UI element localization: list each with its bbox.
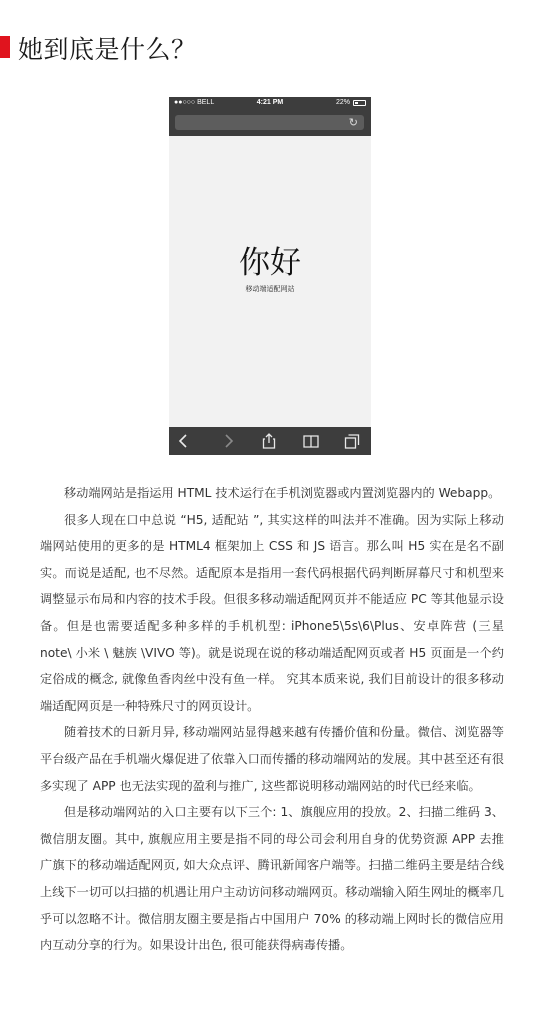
title-accent-bar xyxy=(0,36,10,58)
browser-address-bar xyxy=(169,110,371,136)
browser-toolbar xyxy=(169,427,371,455)
reload-icon[interactable]: ↻ xyxy=(348,116,358,129)
page-title: 她到底是什么？ xyxy=(18,35,197,64)
bookmarks-icon[interactable] xyxy=(302,432,320,450)
article-paragraph: 随着技术的日新月异, 移动端网站显得越来越有传播价值和份量。微信、浏览器等平台级产品在手机端火爆促进了依靠入口而传播的移动端网站的发展。其中甚至还有很多实现了 APP 也无法实现的盈利与推广, 这些都说明移动端网站的时代已经来临。 xyxy=(40,725,504,793)
forward-icon[interactable] xyxy=(219,432,237,450)
screen-heading: 你好 xyxy=(239,245,301,281)
article-paragraph: 移动端网站是指运用 HTML 技术运行在手机浏览器或内置浏览器内的 Webapp。 xyxy=(64,486,501,500)
screen-subtitle: 移动端适配网站 xyxy=(245,285,295,293)
tabs-icon[interactable] xyxy=(343,432,361,450)
webpage-viewport xyxy=(169,136,371,427)
article-paragraph: 但是移动端网站的入口主要有以下三个: 1、旗舰应用的投放。2、扫描二维码 3、微信朋友圈。其中, 旗舰应用主要是指不同的母公司会利用自身的优势资源 APP 去推广旗下的移动端适配网页, 如大众点评、腾讯新闻客户端等。扫描二维码主要是结合线上线下一切可以扫描的机遇让用户主动访问移动端网页。移动端输入陌生网址的概率几乎可以忽略不计。微信朋友圈主要是指占中国用户 70% 的移动端上网时长的微信应用内互动分享的行为。如果设计出色, 很可能获得病毒传播。 xyxy=(40,805,504,953)
phone-mockup xyxy=(169,97,371,455)
share-icon[interactable] xyxy=(260,432,278,450)
status-bar xyxy=(169,97,371,110)
article-body xyxy=(40,480,504,959)
url-field[interactable] xyxy=(175,115,364,130)
article-paragraph: 很多人现在口中总说 “H5, 适配站 ”, 其实这样的叫法并不准确。因为实际上移动端网站使用的更多的是 HTML4 框架加上 CSS 和 JS 语言。那么叫 H5 实在是名不副实。而说是适配, 也不尽然。适配原本是指用一套代码根据代码判断屏幕尺寸和机型来调整显示布局和内容的技术手段。但很多移动端适配网页并不能适应 PC 等其他显示设备。但是也需要适配多种多样的手机机型: iPhone5\5s\6\Plus、安卓阵营 (三星 note\ 小米 \ 魅族 \VIVO 等)。就是说现在说的移动端适配网页或者 H5 页面是一个约定俗成的概念, 就像鱼香肉丝中没有鱼一样。 究其本质来说, 我们目前设计的很多移动端适配网页是一种特殊尺寸的网页设计。 xyxy=(40,512,504,713)
battery-status xyxy=(336,99,366,106)
status-time: 4:21 PM xyxy=(256,99,284,106)
carrier-signal: ●●○○○ BELL xyxy=(174,99,215,106)
back-icon[interactable] xyxy=(175,432,193,450)
battery-percent: 22% xyxy=(335,99,350,106)
battery-icon xyxy=(353,100,366,106)
